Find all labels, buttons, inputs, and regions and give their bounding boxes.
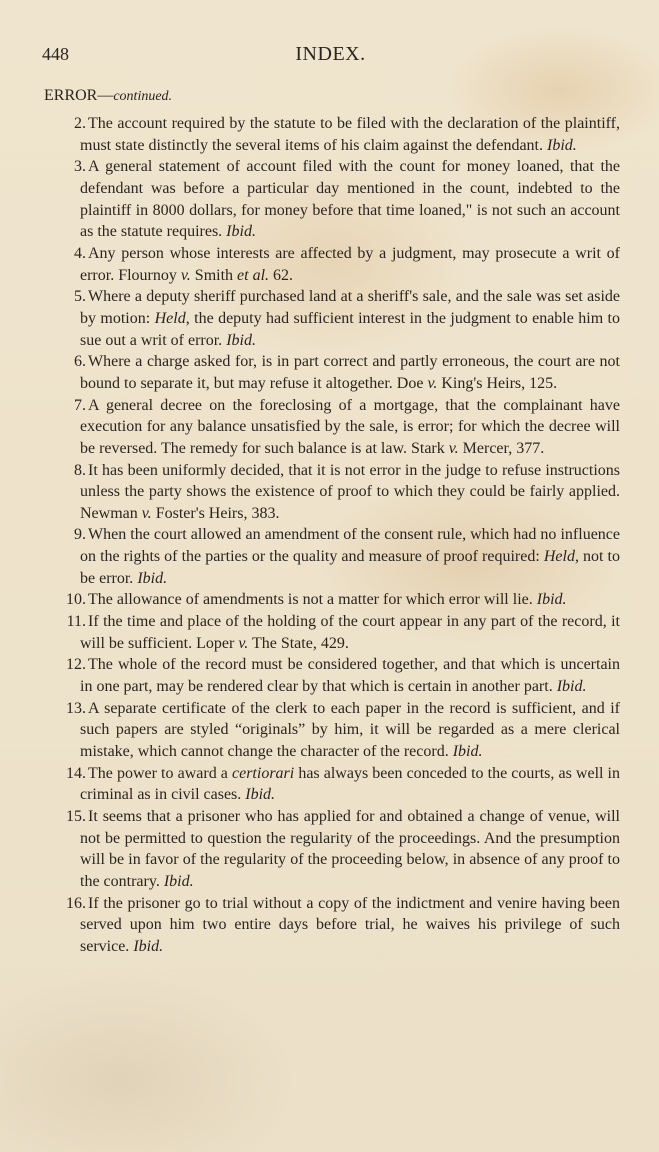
- entry-number: 12.: [66, 656, 86, 674]
- entry-text: When the court allowed an amendment of the consent rule, which had no influence on the rights of the parties or the quality and measure of proof required:: [80, 526, 620, 566]
- entry-italic-text: et al.: [237, 266, 270, 284]
- index-entry: [74, 286, 621, 351]
- entry-number: 11.: [66, 613, 86, 631]
- index-entries: [66, 113, 621, 958]
- index-entry: [74, 113, 620, 156]
- entry-italic-text: Ibid.: [556, 678, 587, 696]
- entry-number: 15.: [66, 808, 86, 825]
- entry-italic-text: Ibid.: [163, 872, 194, 890]
- entry-number: 16.: [66, 894, 86, 912]
- entry-number: 7.: [74, 396, 86, 414]
- index-entry: [74, 243, 620, 286]
- entry-italic-text: v.: [180, 266, 191, 284]
- entry-italic-text: Ibid.: [452, 743, 483, 761]
- index-entry: [74, 156, 620, 243]
- section-heading-text: ERROR—: [44, 87, 114, 104]
- entry-italic-text: Ibid.: [133, 937, 164, 955]
- entry-text: King's Heirs, 125.: [437, 374, 558, 392]
- entry-italic-text: Held: [543, 548, 575, 566]
- entry-italic-text: Ibid.: [547, 136, 577, 154]
- entry-italic-text: v.: [141, 504, 152, 522]
- index-entry: [66, 698, 620, 763]
- entry-text: It seems that a prisoner who has applied for and obtained a change of venue, will not be permitted to question the regularity of the proceedings. And the presumption will be in favor of the regularity of the proceeding below, in absence of any proof to the contrary.: [80, 808, 620, 890]
- entry-number: 3.: [74, 158, 86, 176]
- entry-text: Foster's Heirs, 383.: [151, 504, 280, 522]
- entry-italic-text: Held: [154, 309, 186, 327]
- index-entry: [74, 460, 620, 525]
- index-entry: [74, 351, 620, 394]
- entry-text: The allowance of amendments is not a matter for which error will lie.: [88, 591, 537, 609]
- index-entry: [66, 893, 620, 958]
- entry-number: 2.: [74, 115, 86, 132]
- entry-text: The State, 429.: [248, 634, 349, 652]
- entry-italic-text: v.: [427, 374, 438, 392]
- entry-number: 9.: [74, 526, 86, 544]
- index-entry: [66, 806, 620, 893]
- entry-italic-text: Ibid.: [137, 569, 168, 587]
- entry-number: 13.: [66, 699, 86, 717]
- entry-text: A separate certificate of the clerk to each paper in the record is sufficient, and if such papers are styled “originals” by him, it will be regarded as a mere clerical mistake, which cannot change the character of the record.: [80, 699, 620, 761]
- section-heading: [44, 87, 172, 105]
- entry-italic-text: v.: [238, 634, 249, 652]
- entry-italic-text: Ibid.: [536, 591, 567, 609]
- index-entry: [66, 654, 620, 697]
- entry-text: , not to be error.: [80, 548, 621, 587]
- index-entry: [66, 589, 620, 611]
- entry-italic-text: Ibid.: [226, 331, 256, 349]
- page-header: [42, 44, 619, 70]
- index-entry: [66, 763, 621, 806]
- entry-italic-text: Ibid.: [226, 223, 256, 241]
- entry-number: 4.: [74, 244, 86, 262]
- entry-text: A general decree on the foreclosing of a mortgage, that the complainant have execution for any balance unsatisfied by the sale, is error; for which the decree will be reversed. The remedy for such balance is at law. Stark: [80, 396, 620, 457]
- entry-text: Smith: [190, 266, 238, 284]
- entry-text: Where a deputy sheriff purchased land at a sheriff's sale, and the sale was set aside by motion:: [80, 288, 620, 327]
- entry-italic-text: Ibid.: [245, 786, 276, 804]
- entry-text: The whole of the record must be considered together, and that which is uncertain in one part, may be rendered clear by that which is certain in another part.: [80, 656, 620, 696]
- index-entry: [74, 524, 621, 589]
- entry-text: has always been conceded to the courts, as well in criminal as in civil cases.: [80, 764, 621, 804]
- entry-text: , the deputy had sufficient interest in the judgment to enable him to sue out a writ of error.: [80, 309, 621, 349]
- entry-number: 6.: [74, 353, 86, 371]
- entry-text: 62.: [269, 266, 294, 284]
- index-entry: [74, 395, 620, 460]
- entry-number: 8.: [74, 461, 86, 479]
- entry-text: The account required by the statute to be filed with the declaration of the plaintiff, must state distinctly the several items of his claim against the defendant.: [80, 115, 620, 154]
- entry-text: Mercer, 377.: [458, 439, 545, 457]
- entry-text: Any person whose interests are affected by a judgment, may prosecute a writ of error. Flournoy: [80, 244, 620, 284]
- running-title: INDEX.: [295, 43, 366, 65]
- entry-number: 5.: [74, 288, 86, 306]
- entry-text: Where a charge asked for, is in part correct and partly erroneous, the court are not bound to separate it, but may refuse it altogether. Doe: [80, 353, 620, 392]
- entry-italic-text: certiorari: [232, 764, 295, 782]
- entry-italic-text: v.: [448, 439, 459, 457]
- entry-number: 10.: [66, 591, 86, 609]
- entry-text: A general statement of account filed with the count for money loaned, that the defendant was before a particular day mentioned in the count, indebted to the plaintiff in 8000 dollars, for money before that time loaned," is not such an account as the statute requires.: [80, 158, 620, 241]
- page-number: 448: [42, 44, 69, 64]
- index-entry: [66, 611, 620, 654]
- section-continued: continued.: [113, 89, 173, 104]
- entry-text: The power to award a: [88, 764, 232, 782]
- entry-text: It has been uniformly decided, that it is not error in the judge to refuse instructions unless the party shows the existence of proof to which they could be fairly applied. Newman: [80, 461, 620, 522]
- entry-text: If the prisoner go to trial without a copy of the indictment and venire having been served upon him two entire days before trial, he waives his privilege of such service.: [80, 894, 620, 955]
- entry-text: If the time and place of the holding of the court appear in any part of the record, it will be sufficient. Loper: [80, 613, 620, 652]
- entry-number: 14.: [66, 764, 86, 782]
